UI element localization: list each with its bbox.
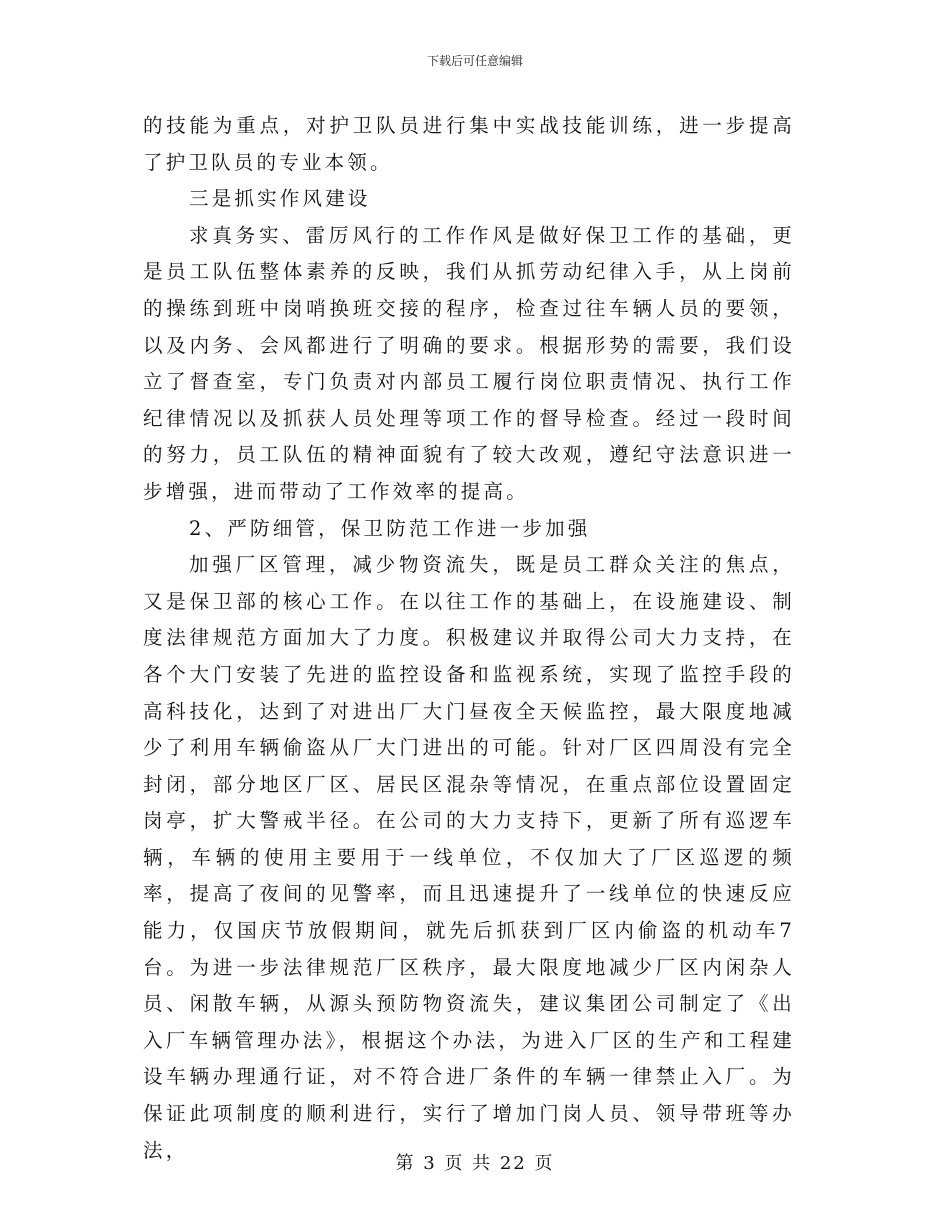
document-body: [143, 108, 795, 1169]
page-footer: 第 3 页 共 22 页: [395, 1153, 555, 1174]
paragraph-plant-management: 加强厂区管理，减少物资流失，既是员工群众关注的焦点，又是保卫部的核心工作。在以往工作的基础上，在设施建设、制度法律规范方面加大了力度。积极建议并取得公司大力支持，在各个大门安装了先进的监控设备和监视系统，实现了监控手段的高科技化，达到了对进出厂大门昼夜全天候监控，最大限度地减少了利用车辆偷盗从厂大门进出的可能。针对厂区四周没有完全封闭，部分地区厂区、居民区混杂等情况，在重点部位设置固定岗亭，扩大警戒半径。在公司的大力支持下，更新了所有巡逻车辆，车辆的使用主要用于一线单位，不仅加大了厂区巡逻的频率，提高了夜间的见警率，而且迅速提升了一线单位的快速反应能力，仅国庆节放假期间，就先后抓获到厂区内偷盗的机动车7台。为进一步法律规范厂区秩序，最大限度地减少厂区内闲杂人员、闲散车辆，从源头预防物资流失，建议集团公司制定了《出入厂车辆管理办法》，根据这个办法，为进入厂区的生产和工程建设车辆办理通行证，对不符合进厂条件的车辆一律禁止入厂。为保证此项制度的顺利进行，实行了增加门岗人员、领导带班等办法，: [143, 553, 795, 1162]
section-heading-security-prevention: 2、严防细管，保卫防范工作进一步加强: [189, 516, 591, 540]
paragraph-work-style: 求真务实、雷厉风行的工作作风是做好保卫工作的基础，更是员工队伍整体素养的反映，我们从抓劳动纪律入手，从上岗前的操练到班中岗哨换班交接的程序，检查过往车辆人员的要领，以及内务、会风都进行了明确的要求。根据形势的需要，我们设立了督查室，专门负责对内部员工履行岗位职责情况、执行工作纪律情况以及抓获人员处理等项工作的督导检查。经过一段时间的努力，员工队伍的精神面貌有了较大改观，遵纪守法意识进一步增强，进而带动了工作效率的提高。: [143, 223, 795, 503]
page-header: 下载后可任意编辑: [426, 54, 523, 68]
paragraph-continuation: 的技能为重点，对护卫队员进行集中实战技能训练，进一步提高了护卫队员的专业本领。: [143, 114, 795, 174]
section-heading-work-style: 三是抓实作风建设: [189, 187, 371, 211]
